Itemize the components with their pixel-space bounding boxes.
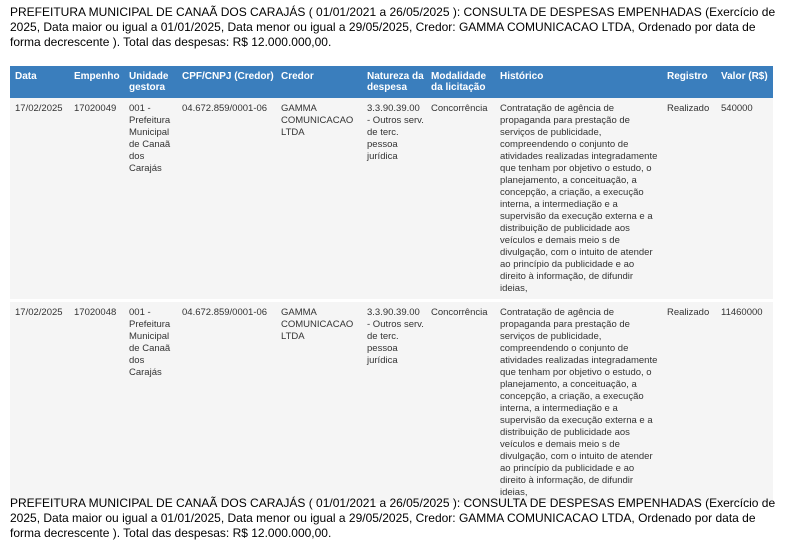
expenses-table: [10, 66, 773, 503]
cell-cpf-cnpj: 04.672.859/0001-06: [177, 98, 276, 301]
header-valor: Valor (R$): [716, 66, 773, 98]
cell-natureza: 3.3.90.39.00 - Outros serv. de terc. pessoa jurídica: [362, 98, 426, 301]
cell-unidade-gestora: 001 - Prefeitura Municipal de Canaã dos Carajás: [124, 301, 177, 504]
cell-empenho: 17020048: [69, 301, 124, 504]
cell-cpf-cnpj: 04.672.859/0001-06: [177, 301, 276, 504]
table-header: [10, 66, 773, 98]
cell-historico: Contratação de agência de propaganda para prestação de serviços de publicidade, compreendendo o conjunto de atividades realizadas integradamente que tenham por objetivo o estudo, o planejamento, a conceituação, a concepção, a criação, a execução interna, a intermediação e a supervisão da execução externa e a distribuição de publicidade aos veículos e demais meio s de divulgação, com o intuito de atender ao princípio da publicidade e ao direito à informação, de difundir ideias,: [495, 301, 662, 504]
header-row: [10, 66, 773, 98]
cell-modalidade: Concorrência: [426, 301, 495, 504]
cell-data: 17/02/2025: [10, 98, 69, 301]
cell-credor: GAMMA COMUNICACAO LTDA: [276, 301, 362, 504]
cell-historico: Contratação de agência de propaganda para prestação de serviços de publicidade, compreendendo o conjunto de atividades realizadas integradamente que tenham por objetivo o estudo, o planejamento, a conceituação, a concepção, a criação, a execução interna, a intermediação e a supervisão da execução externa e a distribuição de publicidade aos veículos e demais meio s de divulgação, com o intuito de atender ao princípio da publicidade e ao direito à informação, de difundir ideias,: [495, 98, 662, 301]
table-row: [10, 98, 773, 301]
report-summary-top: PREFEITURA MUNICIPAL DE CANAÃ DOS CARAJÁS ( 01/01/2021 a 26/05/2025 ): CONSULTA DE DESPESAS EMPENHADAS (Exercício de 2025, Data maior ou igual a 01/01/2025, Data menor ou igual a 29/05/2025, Credor: GAMMA COMUNICACAO LTDA, Ordenado por data de forma decrescente ). Total das despesas: R$ 12.000.000,00.: [10, 5, 776, 49]
cell-natureza: 3.3.90.39.00 - Outros serv. de terc. pessoa jurídica: [362, 301, 426, 504]
report-summary-bottom: PREFEITURA MUNICIPAL DE CANAÃ DOS CARAJÁS ( 01/01/2021 a 26/05/2025 ): CONSULTA DE DESPESAS EMPENHADAS (Exercício de 2025, Data maior ou igual a 01/01/2025, Data menor ou igual a 29/05/2025, Credor: GAMMA COMUNICACAO LTDA, Ordenado por data de forma decrescente ). Total das despesas: R$ 12.000.000,00.: [10, 496, 776, 540]
cell-unidade-gestora: 001 - Prefeitura Municipal de Canaã dos Carajás: [124, 98, 177, 301]
header-modalidade: Modalidade da licitação: [426, 66, 495, 98]
header-registro: Registro: [662, 66, 716, 98]
header-empenho: Empenho: [69, 66, 124, 98]
cell-empenho: 17020049: [69, 98, 124, 301]
cell-valor: 11460000: [716, 301, 773, 504]
header-historico: Histórico: [495, 66, 662, 98]
header-data: Data: [10, 66, 69, 98]
cell-valor: 540000: [716, 98, 773, 301]
header-natureza: Natureza da despesa: [362, 66, 426, 98]
cell-registro: Realizado: [662, 98, 716, 301]
header-unidade-gestora: Unidade gestora: [124, 66, 177, 98]
table-body: [10, 98, 773, 503]
header-credor: Credor: [276, 66, 362, 98]
cell-data: 17/02/2025: [10, 301, 69, 504]
cell-credor: GAMMA COMUNICACAO LTDA: [276, 98, 362, 301]
table-row: [10, 301, 773, 504]
cell-modalidade: Concorrência: [426, 98, 495, 301]
cell-registro: Realizado: [662, 301, 716, 504]
header-cpf-cnpj: CPF/CNPJ (Credor): [177, 66, 276, 98]
